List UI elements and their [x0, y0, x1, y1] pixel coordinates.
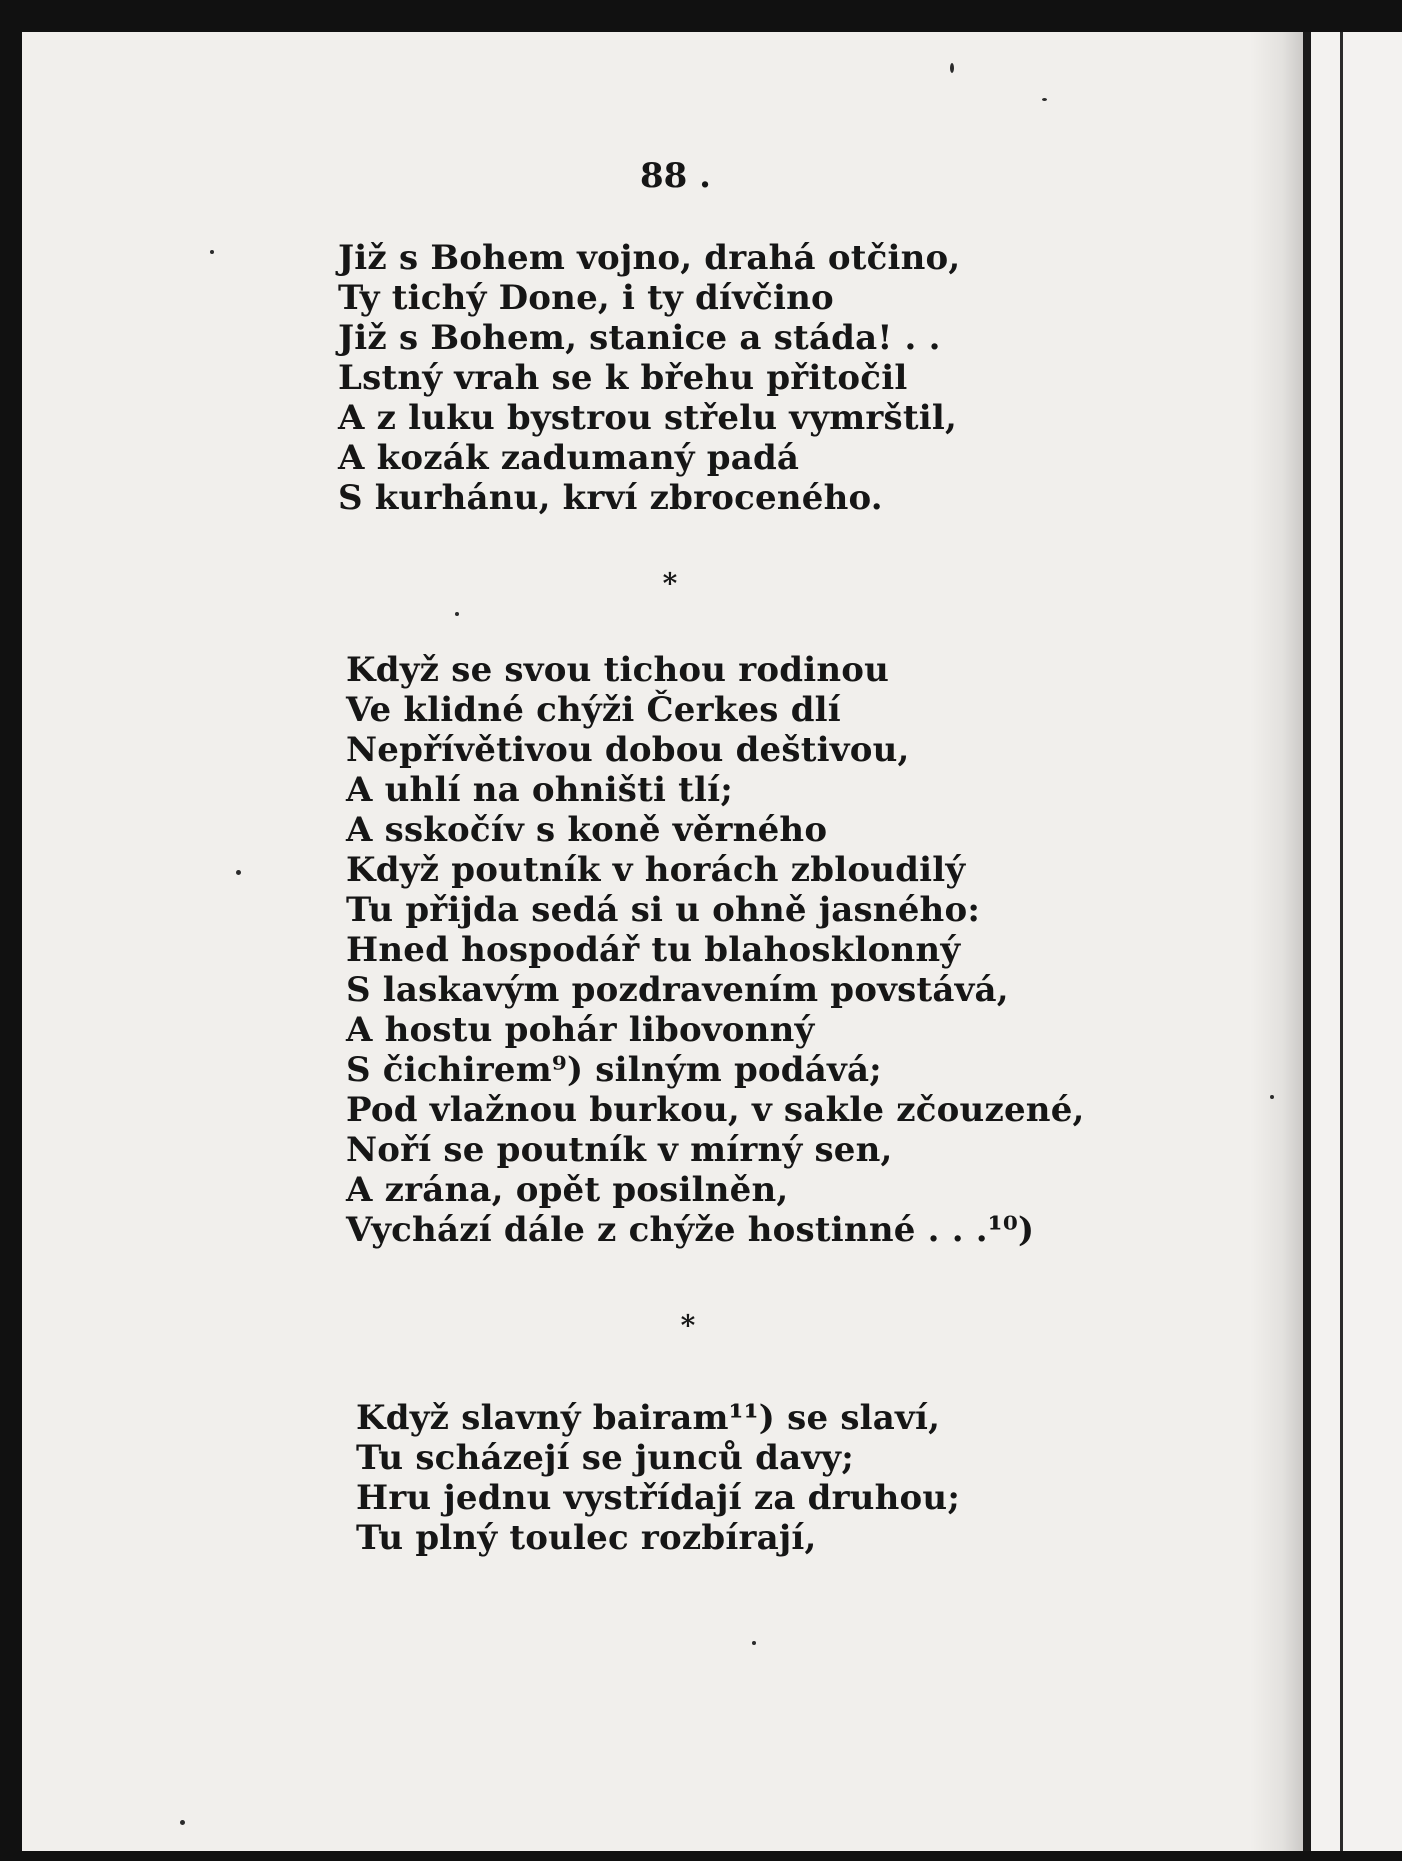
- asterisk-separator: *: [680, 1309, 696, 1342]
- page-number: 88 .: [640, 156, 711, 196]
- speck: [210, 250, 214, 254]
- speck: [1042, 98, 1047, 101]
- speck: [1270, 1095, 1274, 1099]
- speck: [455, 612, 459, 616]
- verse-line: A uhlí na ohništi tlí;: [346, 770, 734, 810]
- verse-line: A sskočív s koně věrného: [346, 810, 828, 850]
- verse-line: S laskavým pozdravením povstává,: [346, 970, 1009, 1010]
- binding-edge-secondary: [1340, 0, 1343, 1861]
- verse-line: Již s Bohem, stanice a stáda! . .: [338, 318, 941, 358]
- verse-line: Ty tichý Done, i ty dívčino: [338, 278, 834, 318]
- asterisk-separator: *: [662, 567, 678, 600]
- verse-line: A zrána, opět posilněn,: [346, 1170, 789, 1210]
- binding-edge: [1303, 0, 1311, 1861]
- verse-line: A z luku bystrou střelu vymrštil,: [338, 398, 958, 438]
- verse-line: Vychází dále z chýže hostinné . . .¹⁰): [346, 1210, 1035, 1250]
- next-page-edge: [1304, 0, 1402, 1861]
- stanza-3: [356, 1398, 1116, 1558]
- verse-line: Tu přijda sedá si u ohně jasného:: [346, 890, 981, 930]
- verse-line: S čichirem⁹) silným podává;: [346, 1050, 882, 1090]
- verse-line: Když se svou tichou rodinou: [346, 650, 890, 690]
- verse-line: S kurhánu, krví zbroceného.: [338, 478, 883, 518]
- verse-line: Nepřívětivou dobou deštivou,: [346, 730, 910, 770]
- verse-line: Již s Bohem vojno, drahá otčino,: [338, 238, 961, 278]
- speck: [950, 63, 954, 73]
- speck: [236, 870, 241, 875]
- gutter-shadow: [1250, 32, 1304, 1851]
- verse-line: Ve klidné chýži Čerkes dlí: [346, 690, 841, 730]
- scan-border-bottom: [0, 1851, 1402, 1861]
- scan-border-left: [0, 0, 22, 1861]
- verse-line: Lstný vrah se k břehu přitočil: [338, 358, 908, 398]
- verse-line: Pod vlažnou burkou, v sakle zčouzené,: [346, 1090, 1085, 1130]
- stanza-2: [346, 650, 1106, 1250]
- verse-line: Tu plný toulec rozbírají,: [356, 1518, 817, 1558]
- scan-border-top: [0, 0, 1402, 32]
- verse-line: Když slavný bairam¹¹) se slaví,: [356, 1398, 941, 1438]
- speck: [752, 1641, 756, 1645]
- speck: [180, 1820, 185, 1825]
- stanza-1: [338, 238, 1098, 518]
- verse-line: Noří se poutník v mírný sen,: [346, 1130, 893, 1170]
- verse-line: Hru jednu vystřídají za druhou;: [356, 1478, 961, 1518]
- verse-line: Hned hospodář tu blahosklonný: [346, 930, 961, 970]
- verse-line: A kozák zadumaný padá: [338, 438, 800, 478]
- verse-line: A hostu pohár libovonný: [346, 1010, 815, 1050]
- verse-line: Tu scházejí se junců davy;: [356, 1438, 855, 1478]
- verse-line: Když poutník v horách zbloudilý: [346, 850, 966, 890]
